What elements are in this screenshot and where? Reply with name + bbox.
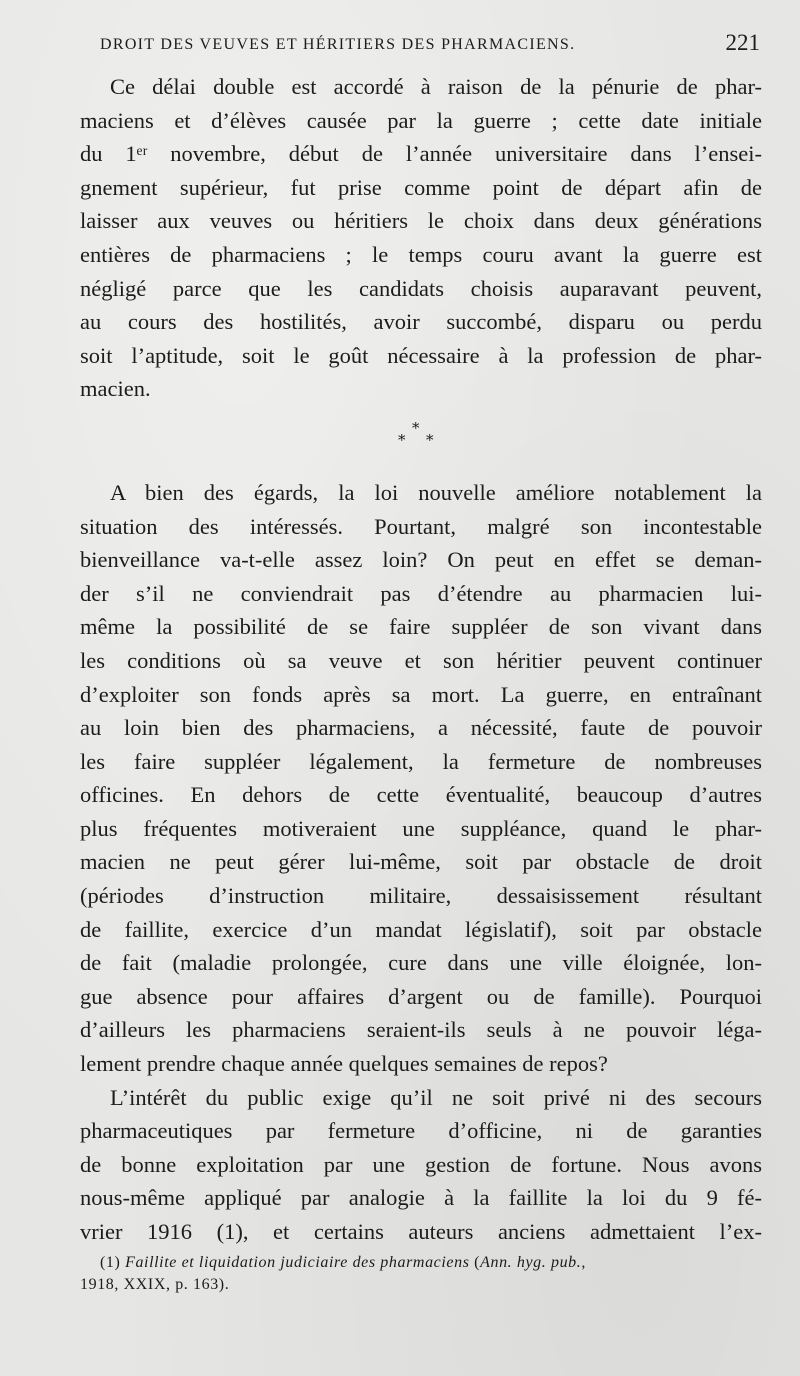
text-line: situation des intéressés. Pourtant, malgré son incontestable (80, 513, 762, 539)
asterism-star: * (412, 418, 420, 437)
text-line: les conditions où sa veuve et son héritier peuvent continuer (80, 647, 762, 673)
footnote-line-2: 1918, XXIX, p. 163). (80, 1276, 230, 1293)
text-line: A bien des égards, la loi nouvelle améliore notablement la (110, 479, 762, 505)
text-line: laisser aux veuves ou héritiers le choix dans deux générations (80, 208, 762, 234)
text-line: der s’il ne conviendrait pas d’étendre au pharmacien lui- (80, 580, 762, 606)
body-text (80, 70, 762, 1249)
text-line: au loin bien des pharmaciens, a nécessité, faute de pouvoir (80, 715, 762, 741)
text-line: entières de pharmaciens ; le temps couru avant la guerre est (80, 241, 762, 267)
text-line: L’intérêt du public exige qu’il ne soit privé ni des secours (110, 1084, 762, 1110)
text-line: les faire suppléer légalement, la fermeture de nombreuses (80, 748, 762, 774)
text-line: plus fréquentes motiveraient une suppléance, quand le phar- (80, 815, 762, 841)
footnote-open-paren: ( (474, 1254, 481, 1271)
footnote-line (80, 1252, 762, 1274)
text-line: de faillite, exercice d’un mandat législatif), soit par obstacle (80, 916, 762, 942)
text-line: négligé parce que les candidats choisis auparavant peuvent, (80, 275, 762, 301)
paragraph-1 (80, 70, 762, 406)
page-header (100, 28, 760, 62)
footnote (80, 1252, 762, 1296)
text-line: nous-même appliqué par analogie à la faillite la loi du 9 fé- (80, 1185, 762, 1211)
asterism-star: * (426, 430, 434, 449)
asterism-star: * (398, 430, 406, 449)
text-line: pharmaceutiques par fermeture d’officine, ni de garanties (80, 1118, 762, 1144)
text-line: Ce délai double est accordé à raison de la pénurie de phar- (110, 74, 762, 99)
page-number: 221 (725, 30, 760, 55)
text-line: du 1ᵉʳ novembre, début de l’année universitaire dans l’ensei- (80, 141, 762, 167)
text-line: lement prendre chaque année quelques semaines de repos? (80, 1051, 608, 1077)
footnote-journal: Ann. hyg. pub. (480, 1254, 582, 1271)
paragraph-3 (80, 1081, 762, 1249)
running-title: DROIT DES VEUVES ET HÉRITIERS DES PHARMACIENS. (100, 36, 576, 53)
text-line: de fait (maladie prolongée, cure dans une ville éloignée, lon- (80, 950, 762, 976)
text-line: macien ne peut gérer lui-même, soit par obstacle de droit (80, 849, 762, 875)
text-line: gnement supérieur, fut prise comme point de départ afin de (80, 174, 762, 200)
footnote-title: Faillite et liquidation judiciaire des pharmaciens (125, 1254, 470, 1271)
text-line: de bonne exploitation par une gestion de fortune. Nous avons (80, 1151, 762, 1177)
paragraph-2 (80, 476, 762, 1081)
text-line: d’exploiter son fonds après sa mort. La guerre, en entraînant (80, 681, 762, 707)
text-line: gue absence pour affaires d’argent ou de famille). Pourquoi (80, 983, 762, 1009)
text-line: vrier 1916 (1), et certains auteurs anciens admettaient l’ex- (80, 1219, 762, 1244)
text-line: soit l’aptitude, soit le goût nécessaire à la profession de phar- (80, 342, 762, 368)
footnote-marker: (1) (100, 1254, 121, 1271)
text-line: macien. (80, 376, 151, 402)
text-line: (périodes d’instruction militaire, dessaisissement résultant (80, 883, 762, 909)
text-line: officines. En dehors de cette éventualité, beaucoup d’autres (80, 782, 762, 808)
text-line: au cours des hostilités, avoir succombé, disparu ou perdu (80, 309, 762, 335)
footnote-comma: , (581, 1254, 586, 1271)
text-line: d’ailleurs les pharmaciens seraient-ils seuls à ne pouvoir léga- (80, 1017, 762, 1043)
text-line: même la possibilité de se faire suppléer de son vivant dans (80, 614, 762, 640)
asterism-separator (80, 406, 762, 476)
text-line: maciens et d’élèves causée par la guerre ; cette date initiale (80, 107, 762, 133)
text-line: bienveillance va-t-elle assez loin? On peut en effet se deman- (80, 547, 762, 573)
